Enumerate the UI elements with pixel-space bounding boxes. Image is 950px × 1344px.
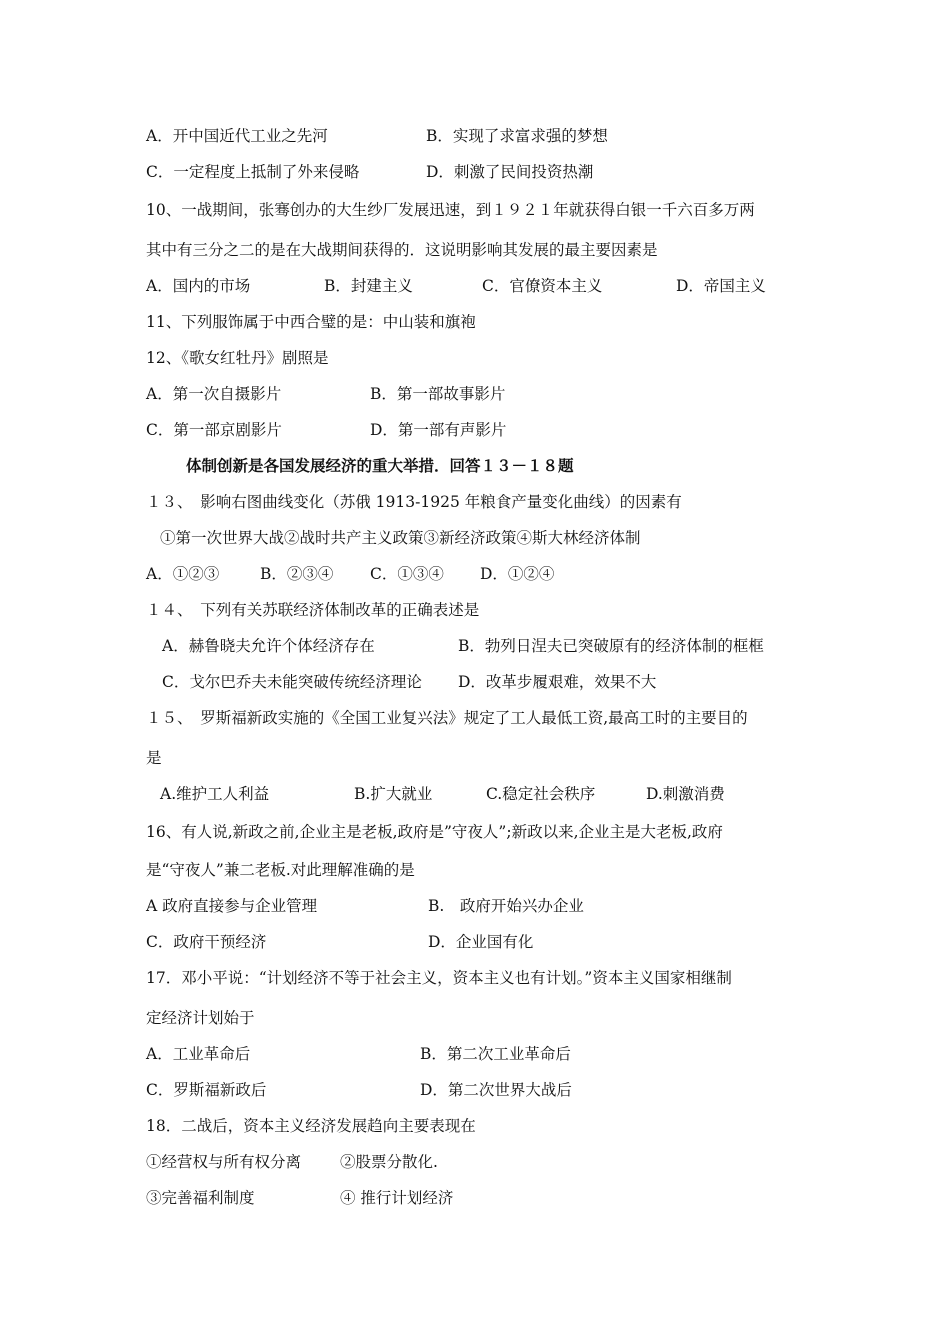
q12-option-a: A．第一次自摄影片: [146, 385, 282, 403]
q18-item-4: ④ 推行计划经济: [340, 1189, 454, 1207]
q13-option-b: B．②③④: [260, 565, 334, 583]
q12-option-d: D．第一部有声影片: [370, 421, 507, 439]
q17-option-d: D．第二次世界大战后: [420, 1081, 572, 1099]
q15-option-b: B.扩大就业: [354, 785, 433, 803]
q13-option-a: A．①②③: [146, 565, 220, 583]
exam-page: A．开中国近代工业之先河 B．实现了求富求强的梦想 C．一定程度上抵制了外来侵略 D．刺激了民间投资热潮 10、一战期间，张骞创办的大生纱厂发展迅速，到１９２１年就获得白银一千六百多万两 其中有三分之二的是在大战期间获得的．这说明影响其发展的最主要因素是 A．国内的市场 B．封建主义 C．官僚资本主义 D．帝国主义 11、下列服饰属于中西合璧的是：中山装和旗袍 12、《歌女红牡丹》剧照是 A．第一次自摄影片 B．第一部故事影片 C．第一部京剧影片 D．第一部有声影片 体制创新是各国发展经济的重大举措．回答１３－１８题 １３、 影响右图曲线变化（苏俄 1913-1925 年粮食产量变化曲线）的因素有 ①第一次世界大战②战时共产主义政策③新经济政策④斯大林经济体制 A．①②③ B．②③④ C．①③④ D．①②④ １４、 下列有关苏联经济体制改革的正确表述是 A．赫鲁晓夫允许个体经济存在 B．勃列日涅夫已突破原有的经济体制的框框 C．戈尔巴乔夫未能突破传统经济理论 D．改革步履艰难，效果不大 １５、 罗斯福新政实施的《全国工业复兴法》规定了工人最低工资,最高工时的主要目的 是 A.维护工人利益 B.扩大就业 C.稳定社会秩序 D.刺激消费 16、有人说,新政之前,企业主是老板,政府是”守夜人”;新政以来,企业主是大老板,政府 是“守夜人”兼二老板.对此理解准确的是 A 政府直接参与企业管理 B. 政府开始兴办企业 C．政府干预经济 D．企业国有化 17．邓小平说：“计划经济不等于社会主义，资本主义也有计划。”资本主义国家相继制 定经济计划始于 A．工业革命后 B．第二次工业革命后 C．罗斯福新政后 D．第二次世界大战后 18．二战后，资本主义经济发展趋向主要表现在 ①经营权与所有权分离 ②股票分散化. ③完善福利制度 ④ 推行计划经济: [146, 127, 766, 1207]
q14-option-a: A．赫鲁晓夫允许个体经济存在: [162, 637, 375, 655]
q17-option-a: A．工业革命后: [146, 1045, 251, 1063]
q16-option-b: B. 政府开始兴办企业: [428, 897, 584, 915]
q17-option-c: C．罗斯福新政后: [146, 1081, 267, 1099]
q15-option-c: C.稳定社会秩序: [486, 785, 596, 803]
q17-option-b: B．第二次工业革命后: [420, 1045, 571, 1063]
q9-option-c: C．一定程度上抵制了外来侵略: [146, 163, 360, 181]
q18-item-2: ②股票分散化.: [340, 1153, 438, 1171]
q9-option-b: B．实现了求富求强的梦想: [426, 127, 608, 145]
q14-option-b: B．勃列日涅夫已突破原有的经济体制的框框: [458, 637, 764, 655]
q14-option-c: C．戈尔巴乔夫未能突破传统经济理论: [162, 673, 422, 691]
q15-option-d: D.刺激消费: [646, 785, 725, 803]
q9-option-d: D．刺激了民间投资热潮: [426, 163, 594, 181]
q10-option-b: B．封建主义: [324, 277, 413, 295]
q18-item-3: ③完善福利制度: [146, 1189, 255, 1207]
q10-option-c: C．官僚资本主义: [482, 277, 603, 295]
q16-option-a: A 政府直接参与企业管理: [146, 897, 318, 915]
q12-option-b: B．第一部故事影片: [370, 385, 506, 403]
q18-item-1: ①经营权与所有权分离: [146, 1153, 302, 1171]
q9-option-a: A．开中国近代工业之先河: [146, 127, 328, 145]
q10-option-d: D．帝国主义: [676, 277, 766, 295]
q12-option-c: C．第一部京剧影片: [146, 421, 282, 439]
q16-option-d: D．企业国有化: [428, 933, 534, 951]
q15-option-a: A.维护工人利益: [160, 785, 270, 803]
q13-option-d: D．①②④: [480, 565, 555, 583]
q10-option-a: A．国内的市场: [146, 277, 251, 295]
q14-option-d: D．改革步履艰难，效果不大: [458, 673, 657, 691]
q16-option-c: C．政府干预经济: [146, 933, 267, 951]
q13-option-c: C．①③④: [370, 565, 444, 583]
